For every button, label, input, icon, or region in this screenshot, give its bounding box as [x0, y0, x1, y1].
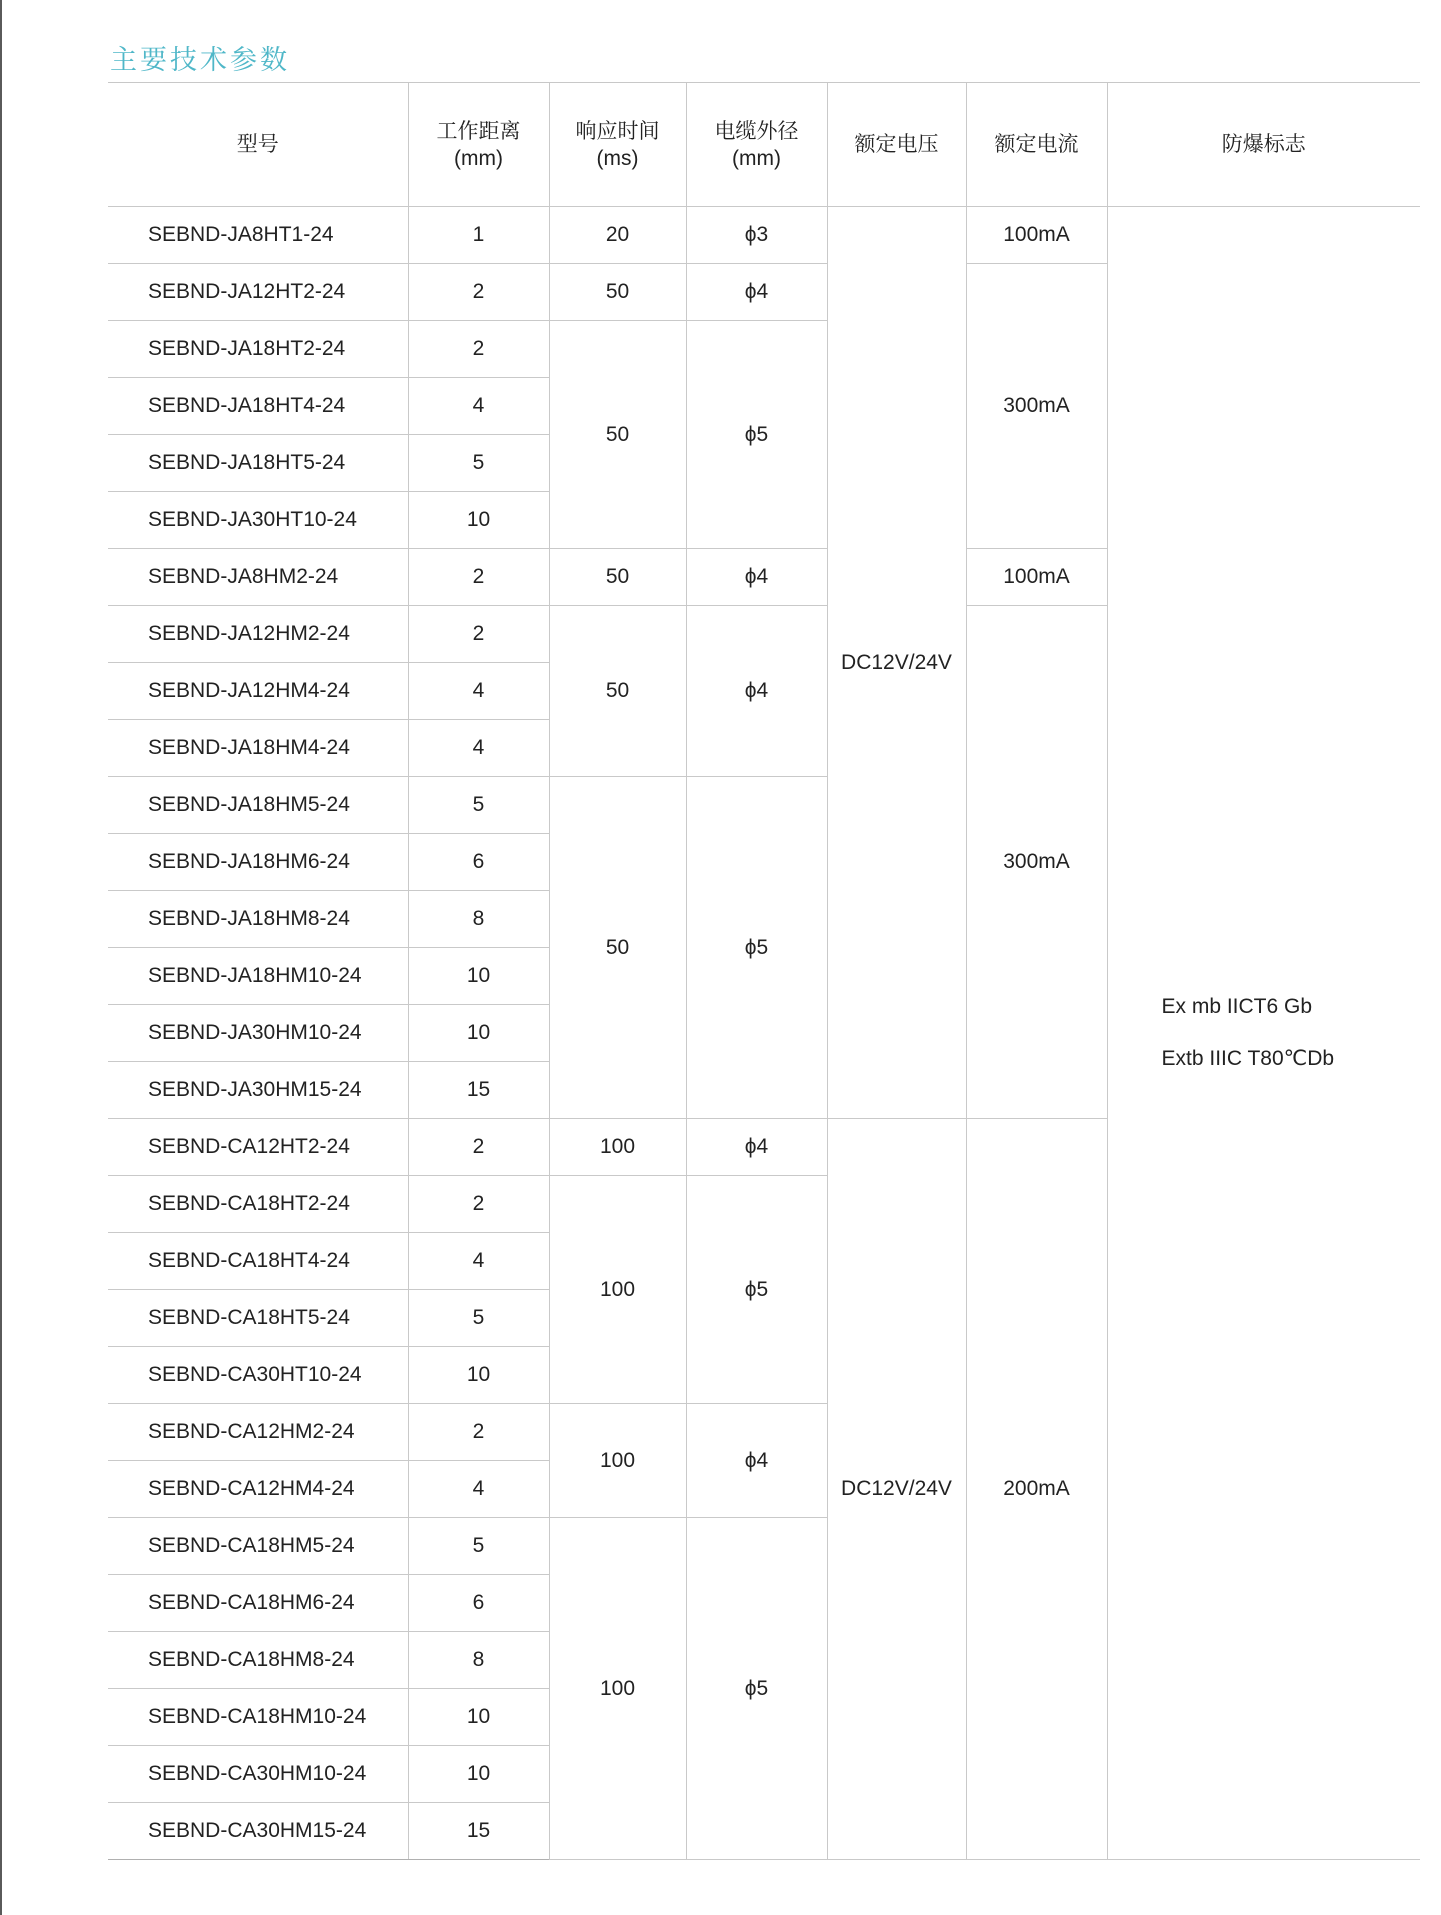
cell-model: SEBND-CA18HT4-24 — [108, 1233, 408, 1290]
cell-distance: 5 — [408, 777, 549, 834]
cell-distance: 2 — [408, 1176, 549, 1233]
cell-model: SEBND-JA18HT5-24 — [108, 435, 408, 492]
cell-response: 20 — [549, 207, 686, 264]
cell-distance: 4 — [408, 720, 549, 777]
cell-model: SEBND-CA30HM15-24 — [108, 1803, 408, 1860]
page-left-border — [0, 0, 2, 1915]
cell-distance: 5 — [408, 1518, 549, 1575]
cell-distance: 10 — [408, 1347, 549, 1404]
cell-model: SEBND-JA18HT4-24 — [108, 378, 408, 435]
cell-model: SEBND-JA18HM4-24 — [108, 720, 408, 777]
cell-model: SEBND-JA18HM6-24 — [108, 834, 408, 891]
cell-model: SEBND-JA12HM2-24 — [108, 606, 408, 663]
ex-mark-line-2: Extb IIIC T80℃Db — [1161, 1047, 1335, 1070]
header-row — [108, 83, 1420, 207]
cell-distance: 10 — [408, 492, 549, 549]
cell-distance: 6 — [408, 834, 549, 891]
cell-model: SEBND-CA30HM10-24 — [108, 1746, 408, 1803]
cell-cable: ϕ5 — [686, 1518, 827, 1860]
section-title: 主要技术参数 — [110, 45, 290, 76]
header-cable-label: 电缆外径 — [714, 119, 799, 143]
cell-distance: 5 — [408, 1290, 549, 1347]
cell-distance: 2 — [408, 321, 549, 378]
cell-model: SEBND-CA12HM4-24 — [108, 1461, 408, 1518]
cell-current: 100mA — [966, 207, 1107, 264]
cell-model: SEBND-CA18HM5-24 — [108, 1518, 408, 1575]
cell-distance: 15 — [408, 1062, 549, 1119]
spec-table — [108, 83, 1420, 1860]
cell-voltage: DC12V/24V — [827, 1119, 966, 1860]
cell-model: SEBND-JA12HM4-24 — [108, 663, 408, 720]
cell-ex-mark — [1107, 207, 1420, 1860]
cell-model: SEBND-CA18HM10-24 — [108, 1689, 408, 1746]
cell-cable: ϕ5 — [686, 777, 827, 1119]
cell-model: SEBND-CA12HT2-24 — [108, 1119, 408, 1176]
header-cable — [686, 83, 827, 207]
header-voltage: 额定电压 — [827, 83, 966, 207]
cell-model: SEBND-JA30HM10-24 — [108, 1005, 408, 1062]
header-cable-unit: (mm) — [732, 146, 781, 170]
header-distance-unit: (mm) — [454, 146, 503, 170]
header-model: 型号 — [108, 83, 408, 207]
cell-current: 200mA — [966, 1119, 1107, 1860]
cell-model: SEBND-CA12HM2-24 — [108, 1404, 408, 1461]
cell-distance: 15 — [408, 1803, 549, 1860]
header-response — [549, 83, 686, 207]
cell-current: 300mA — [966, 264, 1107, 549]
cell-model: SEBND-CA30HT10-24 — [108, 1347, 408, 1404]
cell-distance: 2 — [408, 606, 549, 663]
header-distance — [408, 83, 549, 207]
cell-distance: 2 — [408, 1119, 549, 1176]
cell-model: SEBND-CA18HT5-24 — [108, 1290, 408, 1347]
cell-distance: 8 — [408, 1632, 549, 1689]
cell-cable: ϕ3 — [686, 207, 827, 264]
cell-current: 100mA — [966, 549, 1107, 606]
table-row — [108, 207, 1420, 264]
cell-response: 50 — [549, 264, 686, 321]
cell-model: SEBND-CA18HM8-24 — [108, 1632, 408, 1689]
cell-model: SEBND-JA18HM5-24 — [108, 777, 408, 834]
header-distance-label: 工作距离 — [436, 119, 521, 143]
cell-model: SEBND-CA18HT2-24 — [108, 1176, 408, 1233]
cell-distance: 4 — [408, 1461, 549, 1518]
cell-voltage: DC12V/24V — [827, 207, 966, 1119]
cell-distance: 2 — [408, 1404, 549, 1461]
cell-model: SEBND-JA18HM10-24 — [108, 948, 408, 1005]
cell-model: SEBND-JA18HM8-24 — [108, 891, 408, 948]
cell-distance: 10 — [408, 1689, 549, 1746]
cell-model: SEBND-JA18HT2-24 — [108, 321, 408, 378]
cell-response: 100 — [549, 1518, 686, 1860]
cell-distance: 10 — [408, 1005, 549, 1062]
cell-distance: 6 — [408, 1575, 549, 1632]
cell-cable: ϕ5 — [686, 321, 827, 549]
cell-distance: 5 — [408, 435, 549, 492]
cell-distance: 8 — [408, 891, 549, 948]
cell-cable: ϕ5 — [686, 1176, 827, 1404]
cell-distance: 10 — [408, 1746, 549, 1803]
cell-cable: ϕ4 — [686, 264, 827, 321]
cell-cable: ϕ4 — [686, 1404, 827, 1518]
cell-distance: 1 — [408, 207, 549, 264]
cell-distance: 2 — [408, 549, 549, 606]
cell-distance: 2 — [408, 264, 549, 321]
cell-response: 50 — [549, 777, 686, 1119]
cell-model: SEBND-CA18HM6-24 — [108, 1575, 408, 1632]
cell-model: SEBND-JA30HT10-24 — [108, 492, 408, 549]
header-ex-mark: 防爆标志 — [1107, 83, 1420, 207]
header-response-unit: (ms) — [596, 146, 639, 170]
cell-distance: 4 — [408, 663, 549, 720]
cell-cable: ϕ4 — [686, 549, 827, 606]
cell-distance: 4 — [408, 1233, 549, 1290]
cell-model: SEBND-JA8HM2-24 — [108, 549, 408, 606]
cell-response: 50 — [549, 606, 686, 777]
header-current: 额定电流 — [966, 83, 1107, 207]
cell-response: 50 — [549, 549, 686, 606]
cell-distance: 4 — [408, 378, 549, 435]
cell-response: 100 — [549, 1176, 686, 1404]
cell-model: SEBND-JA8HT1-24 — [108, 207, 408, 264]
cell-response: 50 — [549, 321, 686, 549]
cell-cable: ϕ4 — [686, 606, 827, 777]
cell-distance: 10 — [408, 948, 549, 1005]
cell-cable: ϕ4 — [686, 1119, 827, 1176]
cell-response: 100 — [549, 1119, 686, 1176]
cell-model: SEBND-JA12HT2-24 — [108, 264, 408, 321]
header-response-label: 响应时间 — [575, 119, 660, 143]
cell-response: 100 — [549, 1404, 686, 1518]
cell-current: 300mA — [966, 606, 1107, 1119]
cell-model: SEBND-JA30HM15-24 — [108, 1062, 408, 1119]
ex-mark-line-1: Ex mb IICT6 Gb — [1161, 995, 1313, 1018]
